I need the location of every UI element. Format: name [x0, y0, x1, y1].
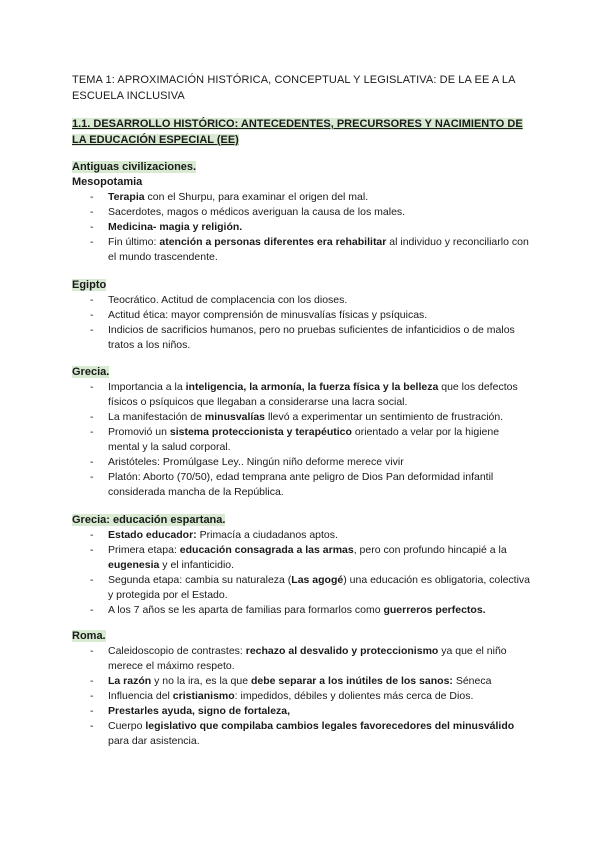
list-item: - Cuerpo legislativo que compilaba cambios legales favorecedores del minusválido para dar asistencia. — [90, 720, 515, 747]
list-item: - Terapia con el Shurpu, para examinar el origen del mal. — [90, 191, 369, 203]
section-egipto — [72, 278, 532, 353]
bullet-list — [72, 293, 532, 353]
bullet-list — [72, 528, 532, 618]
list-item: - Medicina- magia y religión. — [90, 221, 243, 233]
list-item: - La razón y no la ira, es la que debe separar a los inútiles de los sanos: Séneca — [90, 675, 492, 687]
bullet-list — [72, 190, 532, 265]
list-item: - Aristóteles: Promúlgase Ley.. Ningún niño deforme merece vivir — [90, 456, 404, 468]
section-heading: Grecia. — [72, 366, 110, 378]
list-item: - Indicios de sacrificios humanos, pero no pruebas suficientes de infanticidios o de malos tratos a los niños. — [90, 324, 515, 351]
list-item: - Sacerdotes, magos o médicos averiguan la causa de los males. — [90, 206, 406, 218]
section-antiguas — [72, 160, 532, 265]
section-heading: Roma. — [72, 630, 106, 642]
bullet-list — [72, 644, 532, 749]
section-heading: Egipto — [72, 279, 107, 291]
document-title: TEMA 1: APROXIMACIÓN HISTÓRICA, CONCEPTUAL Y LEGISLATIVA: DE LA EE A LA ESCUELA INCLUSIVA — [72, 74, 515, 102]
list-item: - Primera etapa: educación consagrada a las armas, pero con profundo hincapié a la eugenesia y el infanticidio. — [90, 544, 507, 571]
list-item: - Platón: Aborto (70/50), edad temprana ante peligro de Dios Pan deformidad infantil considerada mancha de la República. — [90, 471, 494, 498]
list-item: - La manifestación de minusvalías llevó a experimentar un sentimiento de frustración. — [90, 411, 504, 423]
bullet-list — [72, 380, 532, 500]
list-item: - Fin último: atención a personas diferentes era rehabilitar al individuo y reconciliarlo con el mundo trascendente. — [90, 236, 529, 263]
section-grecia — [72, 365, 532, 500]
list-item: - Caleidoscopio de contrastes: rechazo al desvalido y proteccionismo ya que el niño merece el máximo respeto. — [90, 645, 507, 672]
section-esparta — [72, 513, 532, 618]
list-item: - Teocrático. Actitud de complacencia con los dioses. — [90, 294, 348, 306]
list-item: - Influencia del cristianismo: impedidos, débiles y dolientes más cerca de Dios. — [90, 690, 474, 702]
list-item: - Promovió un sistema proteccionista y terapéutico orientado a velar por la higiene mental y la salud corporal. — [90, 426, 500, 453]
list-item: - A los 7 años se les aparta de familias para formarlos como guerreros perfectos. — [90, 604, 486, 616]
subtitle-text: 1.1. DESARROLLO HISTÓRICO: ANTECEDENTES, PRECURSORES Y NACIMIENTO DE LA EDUCACIÓN ESPECIAL (EE) — [72, 118, 523, 146]
section-heading: Antiguas civilizaciones. — [72, 161, 197, 173]
section-roma — [72, 629, 532, 749]
list-item: - Prestarles ayuda, signo de fortaleza, — [90, 705, 291, 717]
section-heading: Grecia: educación espartana. — [72, 514, 226, 526]
list-item: - Estado educador: Primacía a ciudadanos aptos. — [90, 529, 338, 541]
section-subtitle — [72, 116, 532, 148]
list-item: - Actitud ética: mayor comprensión de minusvalías físicas y psíquicas. — [90, 309, 428, 321]
section-subheading: Mesopotamia — [72, 176, 143, 188]
list-item: - Importancia a la inteligencia, la armonía, la fuerza física y la belleza que los defectos físicos o psíquicos que llegaban a considerarse una lacra social. — [90, 381, 518, 408]
list-item: - Segunda etapa: cambia su naturaleza (Las agogé) una educación es obligatoria, colectiva y protegida por el Estado. — [90, 574, 531, 601]
